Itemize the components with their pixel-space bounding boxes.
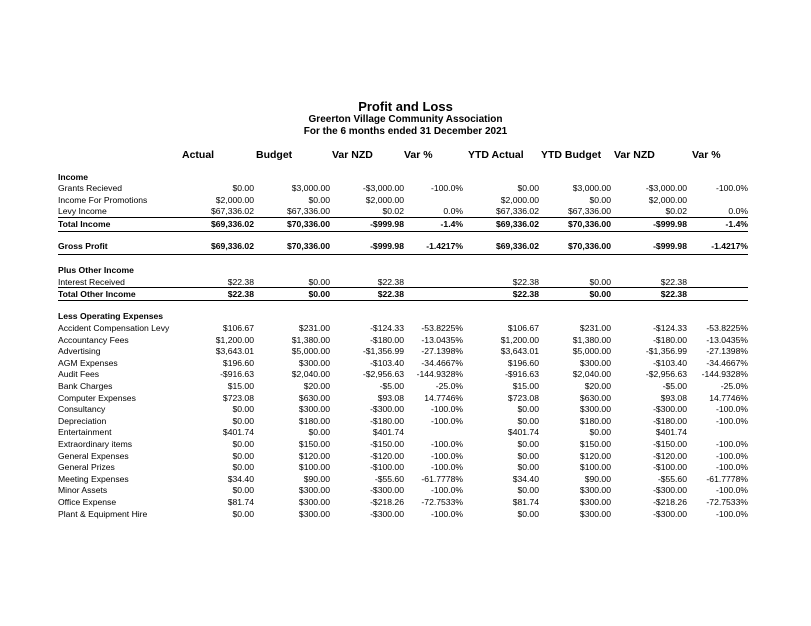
column-header-7: Var NZD <box>614 149 655 161</box>
cell-ytd-budget: $1,380.00 <box>572 334 611 345</box>
cell-ytd-budget: $2,040.00 <box>572 369 611 380</box>
cell-budget: $90.00 <box>303 473 330 484</box>
cell-actual: $69,336.02 <box>210 241 254 251</box>
cell-ytd-budget: $231.00 <box>579 323 611 333</box>
cell-budget: $0.00 <box>308 277 330 287</box>
cell-var-nzd: $401.74 <box>372 427 404 438</box>
cell-actual: $3,643.01 <box>215 346 254 357</box>
cell-budget: $231.00 <box>298 323 330 333</box>
cell-ytd-actual: $34.40 <box>512 473 539 484</box>
cell-var-nzd: $93.08 <box>660 392 687 403</box>
cell-var-: -1.4217% <box>711 241 748 251</box>
cell-var-nzd: -$100.00 <box>653 462 687 473</box>
row-label: Accountancy Fees <box>58 334 129 345</box>
cell-ytd-actual: $0.00 <box>517 415 539 426</box>
cell-ytd-budget: $0.00 <box>589 427 611 438</box>
cell-budget: $120.00 <box>298 450 330 461</box>
cell-var-: -27.1398% <box>706 346 748 357</box>
cell-ytd-budget: $120.00 <box>579 450 611 461</box>
cell-ytd-budget: $20.00 <box>584 381 611 391</box>
cell-var-nzd: -$300.00 <box>370 404 404 415</box>
cell-actual: $22.38 <box>227 289 254 299</box>
cell-ytd-actual: $0.00 <box>517 450 539 461</box>
cell-var-: -61.7778% <box>421 473 463 484</box>
cell-ytd-actual: $69,336.02 <box>495 219 539 229</box>
section-rule <box>58 300 748 301</box>
cell-actual: $0.00 <box>232 415 254 426</box>
cell-var-: -53.8225% <box>421 323 463 333</box>
cell-var-: -100.0% <box>715 439 748 449</box>
table-row <box>58 450 748 462</box>
section-heading <box>58 264 748 276</box>
cell-var-: -100.0% <box>430 439 463 449</box>
total-row <box>58 218 748 230</box>
cell-actual: $196.60 <box>222 357 254 368</box>
row-label: AGM Expenses <box>58 357 118 368</box>
cell-var-nzd: -$124.33 <box>653 323 687 333</box>
cell-var-nzd: $22.38 <box>377 277 404 287</box>
cell-var-nzd: $22.38 <box>377 289 404 299</box>
column-header-5: YTD Actual <box>468 149 524 161</box>
row-label: Accident Compensation Levy <box>58 323 170 333</box>
table-row <box>58 345 748 357</box>
cell-var-: -100.0% <box>430 485 463 496</box>
cell-actual: $0.00 <box>232 450 254 461</box>
row-label: Advertising <box>58 346 101 357</box>
cell-var-nzd: -$180.00 <box>370 415 404 426</box>
cell-var-: 14.7746% <box>709 392 748 403</box>
cell-budget: $100.00 <box>298 462 330 473</box>
row-label: Plant & Equipment Hire <box>58 508 148 519</box>
cell-var-nzd: $2,000.00 <box>365 194 404 205</box>
table-row <box>58 461 748 473</box>
table-row <box>58 484 748 496</box>
column-header-2: Budget <box>256 149 293 161</box>
cell-var-: -72.7533% <box>421 497 463 507</box>
cell-var-: -100.0% <box>715 404 748 415</box>
cell-budget: $2,040.00 <box>291 369 330 380</box>
cell-actual: $22.38 <box>227 277 254 287</box>
table-row <box>58 473 748 485</box>
cell-var-nzd: -$5.00 <box>379 381 404 391</box>
report-period: For the 6 months ended 31 December 2021 <box>303 126 508 137</box>
row-label: Levy Income <box>58 206 107 217</box>
cell-var-nzd: -$5.00 <box>662 381 687 391</box>
cell-budget: $5,000.00 <box>291 346 330 357</box>
cell-budget: $0.00 <box>308 289 330 299</box>
cell-var-: -144.9328% <box>416 369 463 380</box>
cell-var-nzd: -$103.40 <box>653 357 687 368</box>
cell-var-: -25.0% <box>435 381 463 391</box>
cell-budget: $300.00 <box>298 497 330 507</box>
cell-ytd-actual: $0.00 <box>517 508 539 519</box>
row-label: Total Other Income <box>58 289 136 299</box>
cell-var-nzd: $22.38 <box>660 289 687 299</box>
row-label: Minor Assets <box>58 485 108 496</box>
cell-ytd-actual: $3,643.01 <box>500 346 539 357</box>
section-heading <box>58 310 748 322</box>
cell-var-nzd: -$2,956.63 <box>362 369 404 380</box>
cell-var-nzd: -$218.26 <box>370 497 404 507</box>
cell-var-nzd: -$1,356.99 <box>645 346 687 357</box>
cell-ytd-actual: $15.00 <box>512 381 539 391</box>
cell-budget: $300.00 <box>298 404 330 415</box>
column-header-1: Actual <box>182 149 215 161</box>
cell-actual: $81.74 <box>227 497 254 507</box>
table-row <box>58 182 748 194</box>
cell-var-: -100.0% <box>430 462 463 473</box>
cell-actual: $34.40 <box>227 473 254 484</box>
cell-var-: -100.0% <box>430 415 463 426</box>
cell-budget: $70,336.00 <box>286 241 330 251</box>
table-row <box>58 194 748 206</box>
row-label: Office Expense <box>58 497 117 507</box>
cell-var-nzd: $22.38 <box>660 277 687 287</box>
cell-var-nzd: -$999.98 <box>370 241 404 251</box>
table-row <box>58 508 748 520</box>
cell-var-: -25.0% <box>720 381 748 391</box>
table-row <box>58 368 748 380</box>
cell-budget: $300.00 <box>298 485 330 496</box>
cell-var-nzd: $0.02 <box>665 206 687 217</box>
cell-var-nzd: -$300.00 <box>370 485 404 496</box>
cell-var-: -100.0% <box>430 450 463 461</box>
cell-actual: $106.67 <box>222 323 254 333</box>
organisation-name: Greerton Village Community Association <box>308 114 503 125</box>
cell-actual: $67,336.02 <box>210 206 254 217</box>
cell-var-: -34.4667% <box>706 357 748 368</box>
cell-actual: $69,336.02 <box>210 219 254 229</box>
table-row <box>58 438 748 450</box>
cell-var-: -100.0% <box>715 183 748 193</box>
row-label: Grants Recieved <box>58 183 123 193</box>
cell-var-: 14.7746% <box>424 392 463 403</box>
cell-budget: $0.00 <box>308 194 330 205</box>
cell-var-nzd: -$180.00 <box>653 334 687 345</box>
row-label: Extraordinary items <box>58 439 133 449</box>
cell-ytd-actual: $0.00 <box>517 439 539 449</box>
table-row <box>58 380 748 392</box>
row-label: Income <box>58 172 89 182</box>
cell-ytd-actual: $0.00 <box>517 462 539 473</box>
cell-actual: $401.74 <box>222 427 254 438</box>
cell-var-nzd: -$999.98 <box>370 219 404 229</box>
table-row <box>58 403 748 415</box>
table-row <box>58 496 748 508</box>
cell-var-nzd: $0.02 <box>382 206 404 217</box>
row-label: General Expenses <box>58 450 129 461</box>
cell-ytd-budget: $300.00 <box>579 497 611 507</box>
cell-var-: -100.0% <box>715 462 748 473</box>
cell-var-nzd: -$999.98 <box>653 219 687 229</box>
row-label: Consultancy <box>58 404 106 415</box>
cell-var-: -1.4217% <box>426 241 463 251</box>
cell-var-: -53.8225% <box>706 323 748 333</box>
table-row <box>58 322 748 334</box>
cell-ytd-budget: $100.00 <box>579 462 611 473</box>
cell-ytd-actual: $69,336.02 <box>495 241 539 251</box>
cell-var-: -34.4667% <box>421 357 463 368</box>
cell-ytd-actual: -$916.63 <box>505 369 539 380</box>
cell-ytd-budget: $3,000.00 <box>572 183 611 193</box>
section-rule <box>58 231 748 232</box>
row-label: Income For Promotions <box>58 194 148 205</box>
cell-var-: -72.7533% <box>706 497 748 507</box>
table-row <box>58 334 748 346</box>
cell-ytd-actual: $1,200.00 <box>500 334 539 345</box>
cell-ytd-budget: $630.00 <box>579 392 611 403</box>
section-rule <box>58 254 748 255</box>
row-label: Less Operating Expenses <box>58 311 164 321</box>
cell-ytd-actual: $22.38 <box>512 289 539 299</box>
row-label: Plus Other Income <box>58 265 134 275</box>
cell-ytd-budget: $70,336.00 <box>567 219 611 229</box>
cell-actual: $0.00 <box>232 439 254 449</box>
column-header-8: Var % <box>692 149 721 161</box>
table-row <box>58 426 748 438</box>
cell-var-nzd: -$300.00 <box>653 508 687 519</box>
table-row <box>58 392 748 404</box>
table-row <box>58 205 748 217</box>
report-title: Profit and Loss <box>358 99 453 114</box>
cell-var-: -100.0% <box>715 450 748 461</box>
cell-var-: 0.0% <box>443 206 463 217</box>
cell-budget: $630.00 <box>298 392 330 403</box>
cell-ytd-budget: $300.00 <box>579 485 611 496</box>
cell-ytd-actual: $0.00 <box>517 183 539 193</box>
cell-var-nzd: -$124.33 <box>370 323 404 333</box>
cell-ytd-budget: $300.00 <box>579 404 611 415</box>
cell-var-: -100.0% <box>430 183 463 193</box>
row-label: Meeting Expenses <box>58 473 129 484</box>
cell-ytd-actual: $196.60 <box>507 357 539 368</box>
cell-ytd-budget: $150.00 <box>579 439 611 449</box>
cell-budget: $150.00 <box>298 439 330 449</box>
cell-var-nzd: -$3,000.00 <box>645 183 687 193</box>
cell-var-: -100.0% <box>430 508 463 519</box>
cell-budget: $300.00 <box>298 508 330 519</box>
cell-ytd-budget: $300.00 <box>579 508 611 519</box>
table-row <box>58 357 748 369</box>
cell-actual: $0.00 <box>232 462 254 473</box>
cell-actual: $0.00 <box>232 183 254 193</box>
cell-ytd-budget: $180.00 <box>579 415 611 426</box>
cell-budget: $0.00 <box>308 427 330 438</box>
row-label: Interest Received <box>58 277 125 287</box>
cell-var-: -13.0435% <box>421 334 463 345</box>
cell-var-nzd: -$55.60 <box>374 473 404 484</box>
cell-var-: -100.0% <box>715 415 748 426</box>
column-header-6: YTD Budget <box>541 149 602 161</box>
cell-budget: $180.00 <box>298 415 330 426</box>
cell-budget: $67,336.00 <box>286 206 330 217</box>
cell-var-: -1.4% <box>725 219 748 229</box>
cell-var-: -100.0% <box>715 508 748 519</box>
row-label: Total Income <box>58 219 111 229</box>
cell-ytd-actual: $0.00 <box>517 404 539 415</box>
cell-var-nzd: -$103.40 <box>370 357 404 368</box>
cell-actual: $723.08 <box>222 392 254 403</box>
cell-ytd-actual: $0.00 <box>517 485 539 496</box>
cell-actual: $1,200.00 <box>215 334 254 345</box>
table-row <box>58 415 748 427</box>
cell-budget: $20.00 <box>303 381 330 391</box>
cell-var-nzd: -$150.00 <box>370 439 404 449</box>
cell-var-nzd: -$55.60 <box>657 473 687 484</box>
cell-actual: $0.00 <box>232 404 254 415</box>
cell-ytd-budget: $300.00 <box>579 357 611 368</box>
cell-actual: $0.00 <box>232 508 254 519</box>
cell-var-nzd: -$300.00 <box>370 508 404 519</box>
cell-var-nzd: -$180.00 <box>370 334 404 345</box>
cell-var-nzd: -$300.00 <box>653 404 687 415</box>
cell-var-: -1.4% <box>440 219 463 229</box>
column-header-3: Var NZD <box>332 149 373 161</box>
cell-ytd-actual: $2,000.00 <box>500 194 539 205</box>
cell-ytd-actual: $81.74 <box>512 497 539 507</box>
cell-ytd-budget: $0.00 <box>589 277 611 287</box>
cell-var-nzd: -$1,356.99 <box>362 346 404 357</box>
row-label: Entertainment <box>58 427 112 438</box>
cell-var-nzd: -$300.00 <box>653 485 687 496</box>
cell-ytd-actual: $401.74 <box>507 427 539 438</box>
cell-var-nzd: -$150.00 <box>653 439 687 449</box>
cell-actual: -$916.63 <box>220 369 254 380</box>
cell-var-: -100.0% <box>430 404 463 415</box>
column-header-4: Var % <box>404 149 433 161</box>
total-row <box>58 288 748 300</box>
cell-var-: -100.0% <box>715 485 748 496</box>
cell-var-nzd: -$100.00 <box>370 462 404 473</box>
gross-profit-row <box>58 240 748 252</box>
cell-var-: -144.9328% <box>701 369 748 380</box>
cell-budget: $70,336.00 <box>286 219 330 229</box>
cell-ytd-budget: $90.00 <box>584 473 611 484</box>
cell-var-nzd: -$3,000.00 <box>362 183 404 193</box>
cell-var-nzd: $401.74 <box>655 427 687 438</box>
row-label: Depreciation <box>58 415 107 426</box>
cell-ytd-budget: $67,336.00 <box>567 206 611 217</box>
cell-budget: $3,000.00 <box>291 183 330 193</box>
cell-var-nzd: -$120.00 <box>370 450 404 461</box>
cell-ytd-actual: $106.67 <box>507 323 539 333</box>
cell-actual: $0.00 <box>232 485 254 496</box>
cell-ytd-budget: $70,336.00 <box>567 241 611 251</box>
cell-var-: -27.1398% <box>421 346 463 357</box>
cell-ytd-actual: $22.38 <box>512 277 539 287</box>
row-label: Computer Expenses <box>58 392 136 403</box>
cell-ytd-budget: $0.00 <box>589 194 611 205</box>
cell-var-nzd: -$2,956.63 <box>645 369 687 380</box>
cell-var-nzd: -$218.26 <box>653 497 687 507</box>
cell-actual: $2,000.00 <box>215 194 254 205</box>
cell-var-nzd: $93.08 <box>377 392 404 403</box>
cell-budget: $1,380.00 <box>291 334 330 345</box>
cell-var-: 0.0% <box>728 206 748 217</box>
report-header <box>0 100 811 138</box>
row-label: Gross Profit <box>58 241 108 251</box>
cell-ytd-actual: $67,336.02 <box>495 206 539 217</box>
row-label: Audit Fees <box>58 369 100 380</box>
cell-ytd-budget: $5,000.00 <box>572 346 611 357</box>
cell-var-nzd: $2,000.00 <box>648 194 687 205</box>
cell-ytd-actual: $723.08 <box>507 392 539 403</box>
cell-var-: -13.0435% <box>706 334 748 345</box>
cell-budget: $300.00 <box>298 357 330 368</box>
cell-actual: $15.00 <box>227 381 254 391</box>
cell-var-: -61.7778% <box>706 473 748 484</box>
row-label: General Prizes <box>58 462 115 473</box>
cell-var-nzd: -$999.98 <box>653 241 687 251</box>
row-label: Bank Charges <box>58 381 113 391</box>
cell-var-nzd: -$120.00 <box>653 450 687 461</box>
cell-ytd-budget: $0.00 <box>589 289 611 299</box>
cell-var-nzd: -$180.00 <box>653 415 687 426</box>
